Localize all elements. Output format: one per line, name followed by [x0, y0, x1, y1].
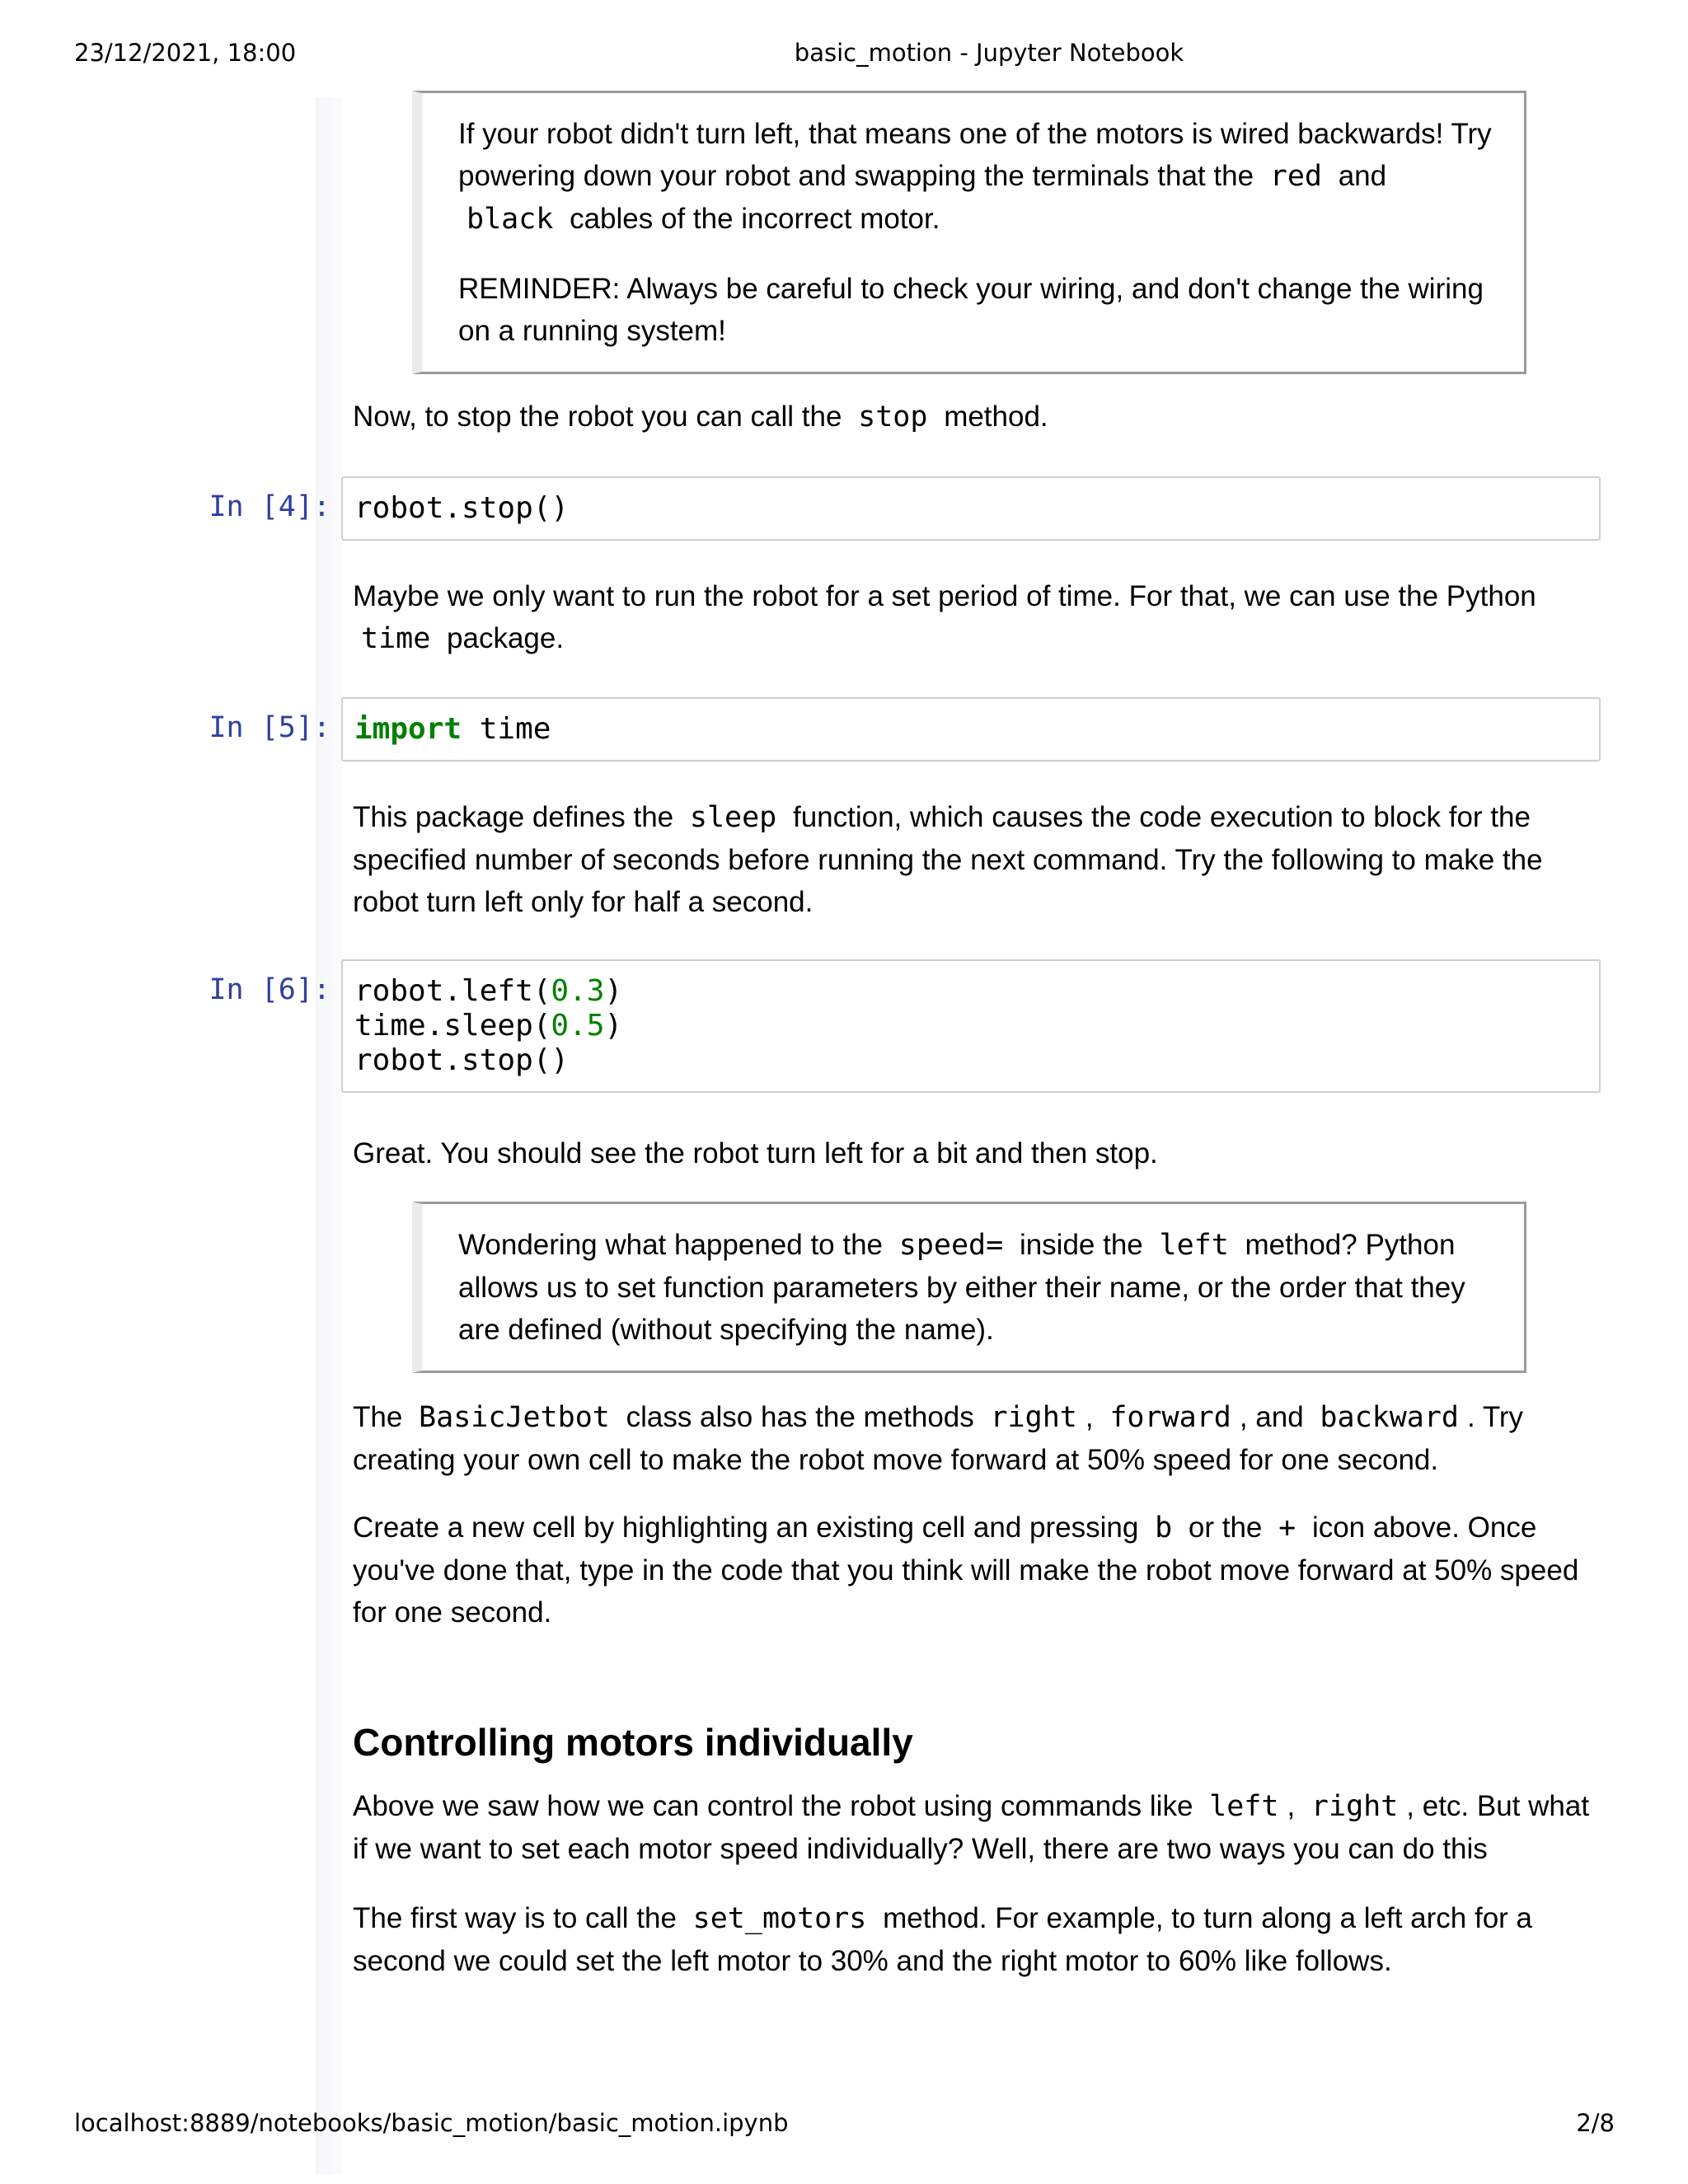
markdown-sleep: This package defines the sleep function, which causes the code execution to block for the specified number of seconds before running the next command. Try the following to make the robot turn left only for half a second. [353, 801, 1543, 918]
markdown-above: Above we saw how we can control the robot using commands like left , right , etc. But what if we want to set each motor speed individually? Well, there are two ways you can do this [353, 1790, 1590, 1865]
markdown-stop: Now, to stop the robot you can call the stop method. [353, 401, 1048, 434]
note-speed [412, 1202, 1526, 1373]
markdown-time: Maybe we only want to run the robot for a set period of time. For that, we can use the Python time package. [353, 580, 1536, 655]
notebook-gutter [316, 97, 342, 2174]
print-page-title: basic_motion - Jupyter Notebook [794, 39, 1184, 67]
note-reminder: REMINDER: Always be careful to check your wiring, and don't change the wiring on a running system! [458, 273, 1484, 347]
inline-code: black [467, 203, 554, 236]
code-line: robot.stop() [354, 491, 570, 525]
inline-code: speed= [898, 1229, 1004, 1262]
cell-prompt: In [6]: [209, 973, 331, 1006]
print-url: localhost:8889/notebooks/basic_motion/basic_motion.ipynb [74, 2109, 789, 2137]
markdown-create-cell: Create a new cell by highlighting an existing cell and pressing b or the + icon above. Once you've done that, type in the code that you think will make the robot move forward at 50% speed for one second. [353, 1511, 1579, 1629]
cell-prompt: In [4]: [209, 490, 331, 523]
cell-prompt: In [5]: [209, 711, 331, 744]
inline-code: set_motors [692, 1902, 867, 1935]
inline-code: time [361, 622, 431, 655]
markdown-set-motors: The first way is to call the set_motors method. For example, to turn along a left arch for a second we could set the left motor to 30% and the right motor to 60% like follows. [353, 1902, 1533, 1977]
print-datetime: 23/12/2021, 18:00 [74, 39, 297, 67]
inline-code: forward [1109, 1401, 1231, 1434]
code-cell-5[interactable]: import time [341, 697, 1601, 762]
print-page-number: 2/8 [1576, 2109, 1615, 2137]
inline-code: right [990, 1401, 1077, 1434]
note-wiring-text: If your robot didn't turn left, that means one of the motors is wired backwards! Try powering down your robot and swapping the terminals that the red and black cables of the incorrect motor. [458, 118, 1492, 236]
inline-code: sleep [689, 801, 777, 834]
inline-code: BasicJetbot [419, 1401, 610, 1434]
inline-code: backward [1320, 1401, 1459, 1434]
inline-code: left [1209, 1790, 1279, 1823]
inline-code: stop [858, 401, 928, 434]
code-cell-4[interactable] [341, 476, 1601, 541]
section-heading: Controlling motors individually [353, 1721, 913, 1764]
markdown-great: Great. You should see the robot turn left for a bit and then stop. [353, 1137, 1158, 1169]
keyword-import: import [354, 712, 462, 746]
inline-code: + [1278, 1511, 1296, 1544]
inline-code: left [1159, 1229, 1229, 1262]
markdown-class: The BasicJetbot class also has the methods right , forward , and backward . Try creating your own cell to make the robot move forward at 50% speed for one second. [353, 1401, 1524, 1476]
inline-code: red [1269, 160, 1322, 193]
note-wiring [412, 91, 1526, 374]
note-speed-text: Wondering what happened to the speed= inside the left method? Python allows us to set function parameters by either their name, or the order that they are defined (without specifying the name). [458, 1229, 1465, 1346]
code-cell-6[interactable]: robot.left(0.3) time.sleep(0.5) robot.stop() [341, 959, 1601, 1093]
inline-code: b [1155, 1511, 1173, 1544]
inline-code: right [1311, 1790, 1399, 1823]
